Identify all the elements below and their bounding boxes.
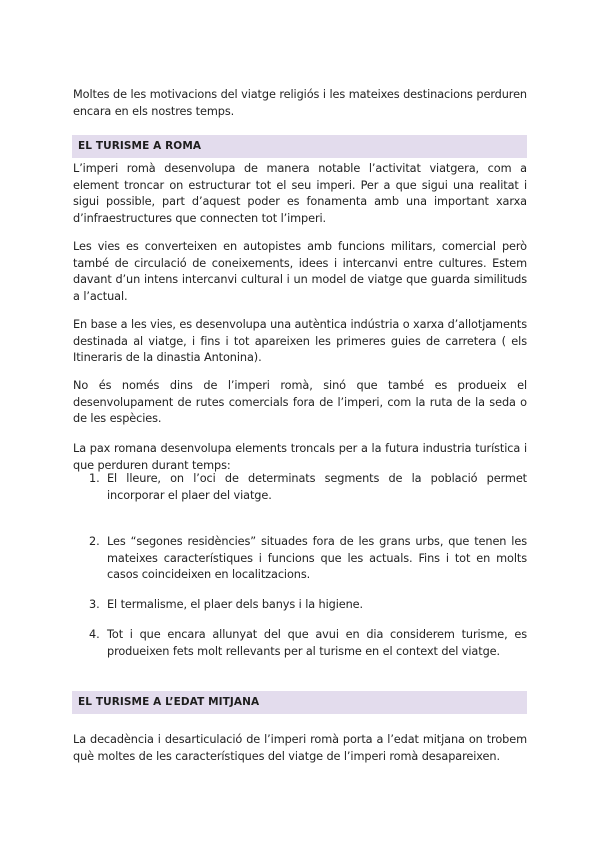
list-text: Les “segones residències” situades fora de les grans urbs, que tenen les mateixes característiques i funcions que les actuals. Fins i tot en molts casos coincideixen en localitzacions. [107,535,527,581]
list-item-1 [89,471,527,504]
section-heading-roma: EL TURISME A ROMA [72,135,527,158]
list-number: 1. [89,472,100,485]
list-text: El lleure, on l’oci de determinats segments de la població permet incorporar el plaer del viatge. [107,472,527,502]
list-item-2 [89,534,527,584]
intro-paragraph: Moltes de les motivacions del viatge religiós i les mateixes destinacions perduren encara en els nostres temps. [73,88,527,118]
roma-paragraph-1: L’imperi romà desenvolupa de manera notable l’activitat viatgera, com a element troncar on estructurar tot el seu imperi. Per a que sigui una realitat i sigui possible, part d’aquest poder es fonamenta amb una important xarxa d’infraestructures que connecten tot l’imperi. [73,162,527,225]
list-number: 4. [89,628,100,641]
roma-paragraph-2: Les vies es converteixen en autopistes amb funcions militars, comercial però també de circulació de coneixements, idees i intercanvi entre cultures. Estem davant d’un intens intercanvi cultural i un model de viatge que guarda similituds a l’actual. [73,240,527,303]
section-heading-edat-mitjana: EL TURISME A L’EDAT MITJANA [72,691,527,714]
list-text: El termalisme, el plaer dels banys i la higiene. [107,598,364,611]
roma-paragraph-3: En base a les vies, es desenvolupa una autèntica indústria o xarxa d’allotjaments destinada al viatge, i fins i tot apareixen les primeres guies de carretera ( els Itineraris de la dinastia Antonina). [73,318,527,364]
edat-mitjana-paragraph-1: La decadència i desarticulació de l’imperi romà porta a l’edat mitjana on trobem què moltes de les característiques del viatge de l’imperi romà desapareixen. [73,733,527,763]
list-item-3 [89,597,527,614]
roma-paragraph-4: No és només dins de l’imperi romà, sinó que també es produeix el desenvolupament de rutes comercials fora de l’imperi, com la ruta de la seda o de les espècies. [73,379,527,425]
list-number: 3. [89,598,100,611]
list-text: Tot i que encara allunyat del que avui en dia considerem turisme, es produeixen fets molt rellevants per al turisme en el context del viatge. [107,628,527,658]
roma-paragraph-5: La pax romana desenvolupa elements troncals per a la futura industria turística i que perduren durant temps: [73,442,527,472]
list-number: 2. [89,535,100,548]
list-item-4 [89,627,527,660]
